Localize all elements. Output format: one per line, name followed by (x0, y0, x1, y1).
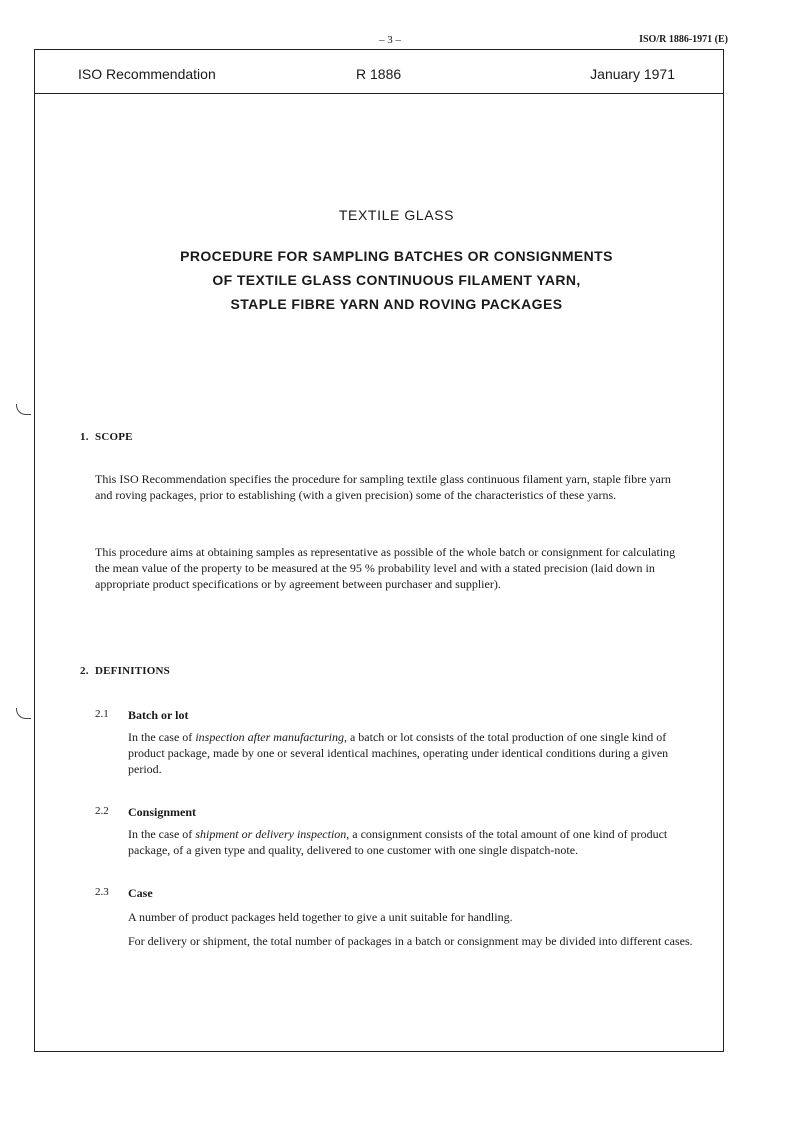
section-1-title: SCOPE (95, 431, 133, 443)
consignment-definition-paragraph: In the case of shipment or delivery inspection, a consignment consists of the total amount of one kind of product package, of a given type and quality, delivered to one customer with one single dispatch-note. (128, 827, 668, 857)
batch-definition-paragraph: In the case of inspection after manufacturing, a batch or lot consists of the total production of one single kind of product package, made by one or several identical machines, operating under identical conditions during a given period. (128, 730, 669, 776)
subsection-2-1-number: 2.1 (95, 708, 109, 720)
emphasis-text: shipment or delivery inspection (195, 827, 347, 841)
document-reference: ISO/R 1886-1971 (E) (639, 34, 728, 45)
case-definition-paragraph-1: A number of product packages held together to give a unit suitable for handling. (128, 910, 513, 924)
subsection-2-3-heading (0, 886, 793, 902)
scope-paragraph-2: This procedure aims at obtaining samples as representative as possible of the whole batch or consignment for calculating the mean value of the property to be measured at the 95 % probability level and with a stated precision (laid down in appropriate product specifications or by agreement between purchaser and supplier). (95, 545, 676, 591)
title-line-3: STAPLE FIBRE YARN AND ROVING PACKAGES (230, 296, 563, 312)
subsection-2-2-title: Consignment (128, 805, 197, 819)
subsection-2-1-title: Batch or lot (128, 708, 189, 722)
header-organization: ISO Recommendation (78, 66, 216, 82)
header-recommendation-number: R 1886 (356, 66, 402, 82)
scope-paragraph-1: This ISO Recommendation specifies the procedure for sampling textile glass continuous filament yarn, staple fibre yarn and roving packages, prior to establishing (with a given precision) some of the characteristics of these yarns. (95, 472, 671, 502)
subsection-2-3-number: 2.3 (95, 886, 109, 898)
subsection-2-2-number: 2.2 (95, 805, 109, 817)
subsection-2-2-heading (0, 805, 793, 821)
emphasis-text: inspection after manufacturing (195, 730, 344, 744)
title-line-2: OF TEXTILE GLASS CONTINUOUS FILAMENT YARN, (212, 272, 581, 288)
section-2-title: DEFINITIONS (95, 665, 170, 677)
case-definition-paragraph-2: For delivery or shipment, the total number of packages in a batch or consignment may be divided into different cases. (128, 934, 693, 948)
section-2-number: 2. (80, 665, 89, 677)
title-line-1: PROCEDURE FOR SAMPLING BATCHES OR CONSIGNMENTS (180, 248, 613, 264)
header-row (35, 50, 723, 94)
page-number: – 3 – (379, 34, 401, 46)
section-1-number: 1. (80, 431, 89, 443)
subsection-2-3-title: Case (128, 886, 153, 900)
header-date: January 1971 (590, 66, 675, 82)
binding-mark (16, 404, 31, 415)
document-subject: TEXTILE GLASS (338, 207, 455, 223)
subsection-2-1-heading (0, 708, 793, 724)
